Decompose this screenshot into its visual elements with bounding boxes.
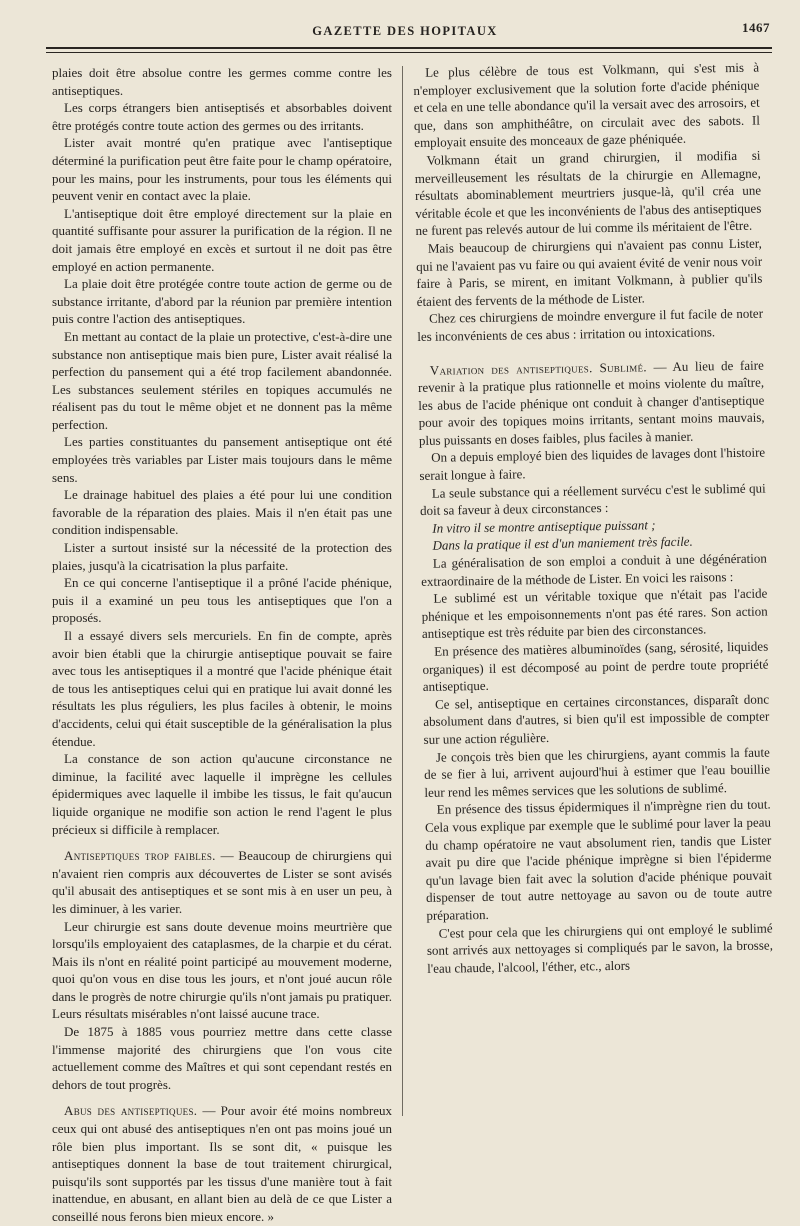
paragraph: Le drainage habituel des plaies a été pour lui une condition favorable de la réparation des plaies. Mais il n'en était pas une condition indispensable. (52, 487, 392, 538)
page-header (40, 18, 770, 44)
section-heading: Variation des antiseptiques. Sublimé. (429, 358, 648, 378)
paragraph: La généralisation de son emploi a conduit à une dégénération extraordinaire de la méthode de Lister. En voici les raisons : (421, 550, 767, 589)
section-abus-antiseptiques (52, 1102, 392, 1225)
italic-line: In vitro il se montre antiseptique puissant ; (432, 517, 656, 536)
section-antiseptiques-faibles (52, 847, 392, 917)
paragraph: Lister a surtout insisté sur la nécessité de la protection des plaies, jusqu'à la cicatrisation la plus parfaite. (52, 540, 392, 573)
running-title: GAZETTE DES HOPITAUX (312, 24, 498, 38)
paragraph: Les corps étrangers bien antiseptisés et absorbables doivent être protégés contre toute action des germes ou des irritants. (52, 100, 392, 133)
paragraph: En ce qui concerne l'antiseptique il a prôné l'acide phénique, puis il a examiné un peu tous les antiseptiques que l'on a proposés. (52, 575, 392, 626)
section-lead: — Au lieu de faire revenir à la pratique plus rationnelle et moins violente du maître, les abus de l'acide phénique ont conduit à changer d'antiseptique pour avoir des topiques moins irritants, sentant moins mauvais, plus puissants en doses faibles, plus faciles à manier. (417, 357, 765, 448)
paragraph: Leur chirurgie est sans doute devenue moins meurtrière que lorsqu'ils employaient des cataplasmes, de la charpie et du cérat. Mais ils n'ont en réalité point participé au mouvement moderne, quoi qu'on vous en dise tous les jours, et n'ont joué aucun rôle dans le progrès de notre chirurgie qu'ils n'ont jamais pu pratiquer. Leurs résultats misérables n'ont laissé aucune trace. (52, 918, 392, 1022)
paragraph: Ce sel, antiseptique en certaines circonstances, disparaît donc absolument dans d'autres, si bien qu'il est impossible de compter sur une action régulière. (423, 691, 770, 747)
section-variation-sublime (418, 356, 765, 449)
section-lead: — Pour avoir été moins nombreux ceux qui ont abusé des antiseptiques n'en ont pas moins joué un rôle bien plus important. Ils se sont dit, « puisque les antiseptiques donnent la base de tout traitement chirurgical, puisqu'ils sont supportés par les tissus d'une manière tout à fait inattendue, en abusant, en allant bien au delà de ce que Lister a conseillé nous ferons bien mieux encore. » (52, 1103, 393, 1224)
paragraph: Chez ces chirurgiens de moindre envergure il fut facile de noter les inconvénients de ces abus : irritation ou intoxications. (417, 305, 764, 344)
paragraph: En présence des matières albuminoïdes (sang, sérosité, liquides organiques) il est décomposé au point de perdre toute propriété antiseptique. (422, 638, 769, 695)
column-divider (402, 66, 403, 1116)
paragraph: Il a essayé divers sels mercuriels. En fin de compte, après avoir bien établi que la chirurgie antiseptique pouvait se faire avec tous les antiseptiques il a montré que l'acide phénique était de tous les antiseptiques celui qui en pratique lui avait donné les résultats les plus réguliers, les plus faciles à obtenir, le moins d'accidents, celui qui était susceptible de la généralisation la plus étendue. (52, 628, 392, 749)
paragraph: En présence des tissus épidermiques il n'imprègne rien du tout. Cela vous explique par exemple que le sublimé pour laver la peau du champ opératoire ne vaut absolument rien, tandis que Lister avait pu dire que l'acide phénique imprègne si bien l'épiderme qu'un lavage bien fait avec la solution d'acide phénique pouvait dispenser de tout autre nettoyage au savon ou de toute autre préparation. (424, 796, 773, 923)
section-heading: Antiseptiques trop faibles. (64, 848, 216, 864)
paragraph: Je conçois très bien que les chirurgiens, ayant commis la faute de se fier à lui, arrivent aujourd'hui à estimer que l'eau bouillie leur rend les mêmes services que les solutions de sublimé. (424, 744, 771, 800)
section-heading: Abus des antiseptiques. (64, 1103, 198, 1119)
paragraph: De 1875 à 1885 vous pourriez mettre dans cette classe l'immense majorité des chirurgiens que l'on vous cite actuellement comme des Maîtres et qui sont cependant restés en dehors de tout progrès. (52, 1024, 392, 1092)
paragraph: La constance de son action qu'aucune circonstance ne diminue, la facilité avec laquelle il imprègne les cellules épidermiques avec laquelle il imbibe les tissus, le fait qu'aucun liquide organique ne modifie son action le rend l'agent le plus précieux si difficile à remplacer. (52, 751, 392, 837)
paragraph: En mettant au contact de la plaie un protective, c'est-à-dire une substance non antiseptique mais bien pure, Lister avait réalisé la perfection du pansement qui a été trop facilement abandonnée. Les substances seulement stériles en topiques accumulés ne réalisent pas du tout le même objet et ne donnent pas la même perfection. (52, 328, 392, 432)
paragraph: L'antiseptique doit être employé directement sur la plaie en quantité suffisante pour assurer la purification de la région. Il ne doit jamais être employé en excès et surtout il ne doit pas être employé en action permanente. (52, 205, 392, 274)
paragraph: Les parties constituantes du pansement antiseptique ont été employées très variables par Lister mais toujours dans le même sens. (52, 434, 392, 485)
header-rule-thick (46, 47, 772, 49)
section-lead: — Beaucoup de chirurgiens qui n'avaient rien compris aux découvertes de Lister se sont avisés qu'il abusait des antiseptiques et se sont mis à en user un peu, à les diminuer, à les varier. (52, 848, 392, 916)
paragraph: C'est pour cela que les chirurgiens qui ont employé le sublimé sont arrivés aux nettoyages si compliqués par le savon, la brosse, l'eau chaude, l'alcool, l'éther, etc., alors (426, 919, 774, 976)
page-number: 1467 (742, 20, 770, 35)
paragraph: Le plus célèbre de tous est Volkmann, qui s'est mis à n'employer exclusivement que la solution forte d'acide phénique et cela en une telle abondance qu'il la versait avec des arrosoirs, et que, dans son amphithéâtre, on circulait avec des sabots. Il employait ensuite des monceaux de gaze phéniquée. (413, 59, 761, 151)
paragraph: Lister avait montré qu'en pratique avec l'antiseptique déterminé la purification peut être faite pour le champ opératoire, pour les mains, pour les instruments, pour tous les éléments qui peuvent venir en contact avec la plaie. (52, 135, 393, 204)
paragraph: Volkmann était un grand chirurgien, il modifia si merveilleusement les résultats de la chirurgie en Allemagne, résultats abominablement meurtriers jusque-là, qu'il créa une véritable école et que les inconvénients de l'abus des antiseptiques ne furent pas relevés autour de lui comme ils méritaient de l'être. (414, 147, 762, 239)
paragraph: Le sublimé est un véritable toxique que n'était pas l'acide phénique et les empoisonnements n'ont pas été rares. Son action antiseptique est très réduite par bien des circonstances. (421, 585, 768, 642)
paragraph: La seule substance qui a réellement survécu c'est le sublimé qui doit sa faveur à deux circonstances : (419, 480, 766, 519)
paragraph: On a depuis employé bien des liquides de lavages dont l'histoire serait longue à faire. (419, 444, 766, 484)
right-column (413, 59, 773, 978)
italic-line: Dans la pratique il est d'un maniement très facile. (432, 534, 693, 554)
left-column (52, 64, 392, 1226)
paragraph: La plaie doit être protégée contre toute action de germe ou de substance irritante, d'abord par la réunion par première intention puis contre l'action des antiseptiques. (52, 276, 392, 327)
header-rule-thin (46, 52, 772, 53)
paragraph: plaies doit être absolue contre les germes comme contre les antiseptiques. (52, 65, 392, 98)
paragraph: Mais beaucoup de chirurgiens qui n'avaient pas connu Lister, qui ne l'avaient pas vu faire ou qui avaient évité de venir nous voir faire à Paris, se mirent, en imitant Volkmann, à publier qu'ils étaient des fervents de la méthode de Lister. (416, 235, 763, 309)
